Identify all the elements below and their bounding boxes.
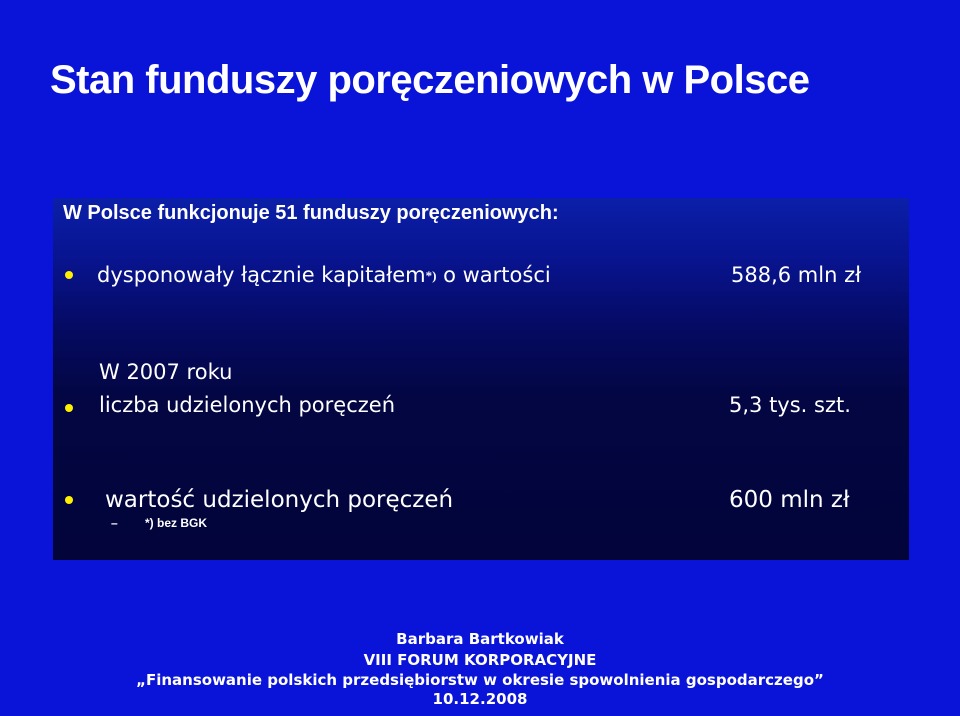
footer-date: 10.12.2008 [432, 690, 528, 708]
content-box [53, 198, 909, 560]
intro-text: W Polsce funkcjonuje 51 funduszy poręczeniowych: [63, 202, 559, 224]
item-label: wartość udzielonych poręczeń [105, 487, 454, 513]
item-label: dysponowały łącznie kapitałem*) o wartości [97, 263, 551, 287]
footer-author: Barbara Bartkowiak [396, 630, 564, 648]
item-value: 588,6 mln zł [731, 263, 862, 287]
footer-subtitle: „Finansowanie polskich przedsiębiorstw w okresie spowolnienia gospodarczego” [136, 671, 824, 689]
bullet-icon [65, 404, 73, 412]
footer-event: VIII FORUM KORPORACYJNE [363, 651, 597, 669]
item-prefix: W 2007 roku [99, 360, 233, 384]
slide-title: Stan funduszy poręczeniowych w Polsce [50, 58, 810, 102]
footnote-marker: *) [425, 268, 437, 283]
bullet-icon [65, 496, 73, 504]
item-value: 600 mln zł [729, 487, 850, 513]
footnote-text: *) bez BGK [145, 516, 208, 530]
item-label: liczba udzielonych poręczeń [99, 393, 396, 417]
footnote [111, 516, 207, 530]
footnote-dash: – [111, 516, 118, 530]
bullet-icon [65, 271, 73, 279]
item-value: 5,3 tys. szt. [729, 393, 851, 417]
